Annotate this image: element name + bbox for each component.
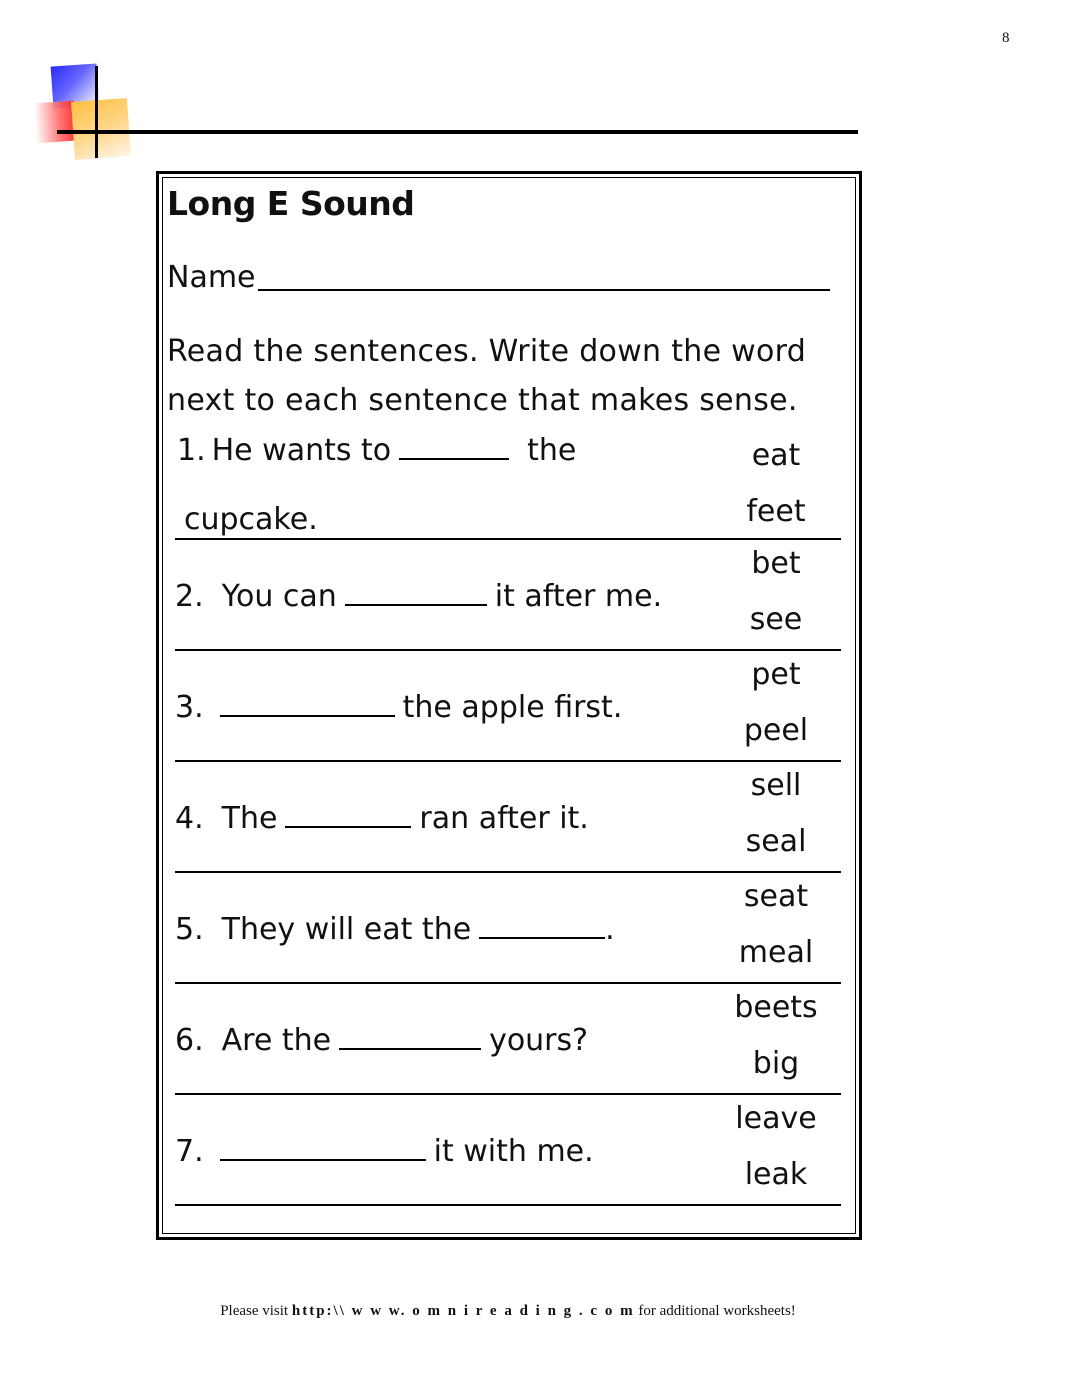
question-6 [175,984,841,1095]
name-field[interactable] [167,260,830,295]
page-number: 8 [1002,30,1010,46]
answer-blank[interactable] [479,911,605,939]
word-choice: see [749,602,803,637]
word-choice: pet [751,657,801,692]
decorative-logo-icon [30,60,140,170]
word-choice: sell [750,768,802,803]
word-choice: meal [738,935,814,970]
word-choice: feet [746,494,806,529]
question-number: 6. [175,1022,204,1058]
row-divider [175,1204,841,1206]
crosshair-vertical-line [95,66,98,158]
name-label: Name [167,260,256,295]
question-1 [175,430,841,540]
question-5 [175,873,841,984]
sentence-text: . [605,911,615,947]
answer-blank[interactable] [220,689,395,717]
question-2 [175,540,841,651]
word-choice: leave [735,1101,817,1136]
orange-square-icon [71,98,131,160]
footer [0,1303,1016,1320]
footer-prefix: Please visit [220,1303,289,1319]
red-square-icon [34,101,77,144]
footer-link[interactable]: http:\\ w w w. o m n i r e a d i n g . c o m [291,1303,635,1319]
question-number: 5. [175,911,204,947]
answer-blank[interactable] [345,578,487,606]
word-choice: beets [734,990,818,1025]
sentence-text: Are the [221,1022,332,1058]
sentence-text: it after me. [494,578,663,614]
sentence-text: You can [221,578,337,614]
sentence-text: it with me. [433,1133,594,1169]
answer-blank[interactable] [399,432,509,460]
question-number: 4. [175,800,204,836]
footer-suffix: for additional worksheets! [638,1303,796,1319]
word-choices [711,873,841,984]
question-number: 3. [175,689,204,725]
question-4 [175,762,841,873]
answer-blank[interactable] [285,800,411,828]
word-choice: eat [751,438,801,473]
question-number: 7. [175,1133,204,1169]
sentence-text: cupcake. [184,502,318,537]
word-choices [711,762,841,873]
word-choices [711,430,841,540]
answer-blank[interactable] [220,1133,426,1161]
sentence-text: yours? [489,1022,589,1058]
worksheet-title: Long E Sound [167,184,415,223]
name-blank-line[interactable] [258,289,830,291]
header-rule [57,130,858,134]
question-7 [175,1095,841,1206]
word-choice: peel [743,713,809,748]
word-choice: leak [744,1157,808,1192]
sentence-text: ran after it. [419,800,589,836]
word-choices [711,984,841,1095]
word-choice: seal [745,824,807,859]
word-choices [711,1095,841,1206]
word-choices [711,540,841,651]
question-number: 1. [177,433,206,468]
sentence-text: He wants to [211,433,392,468]
sentence-text: The [221,800,278,836]
answer-blank[interactable] [339,1022,481,1050]
word-choices [711,651,841,762]
word-choice: big [752,1046,800,1081]
instructions: Read the sentences. Write down the word next to each sentence that makes sense. [167,334,807,418]
word-choice: bet [751,546,801,581]
sentence-text: the [527,433,577,468]
question-3 [175,651,841,762]
question-number: 2. [175,578,204,614]
word-choice: seat [743,879,809,914]
sentence-text: They will eat the [221,911,472,947]
sentence-text: the apple first. [402,689,623,725]
